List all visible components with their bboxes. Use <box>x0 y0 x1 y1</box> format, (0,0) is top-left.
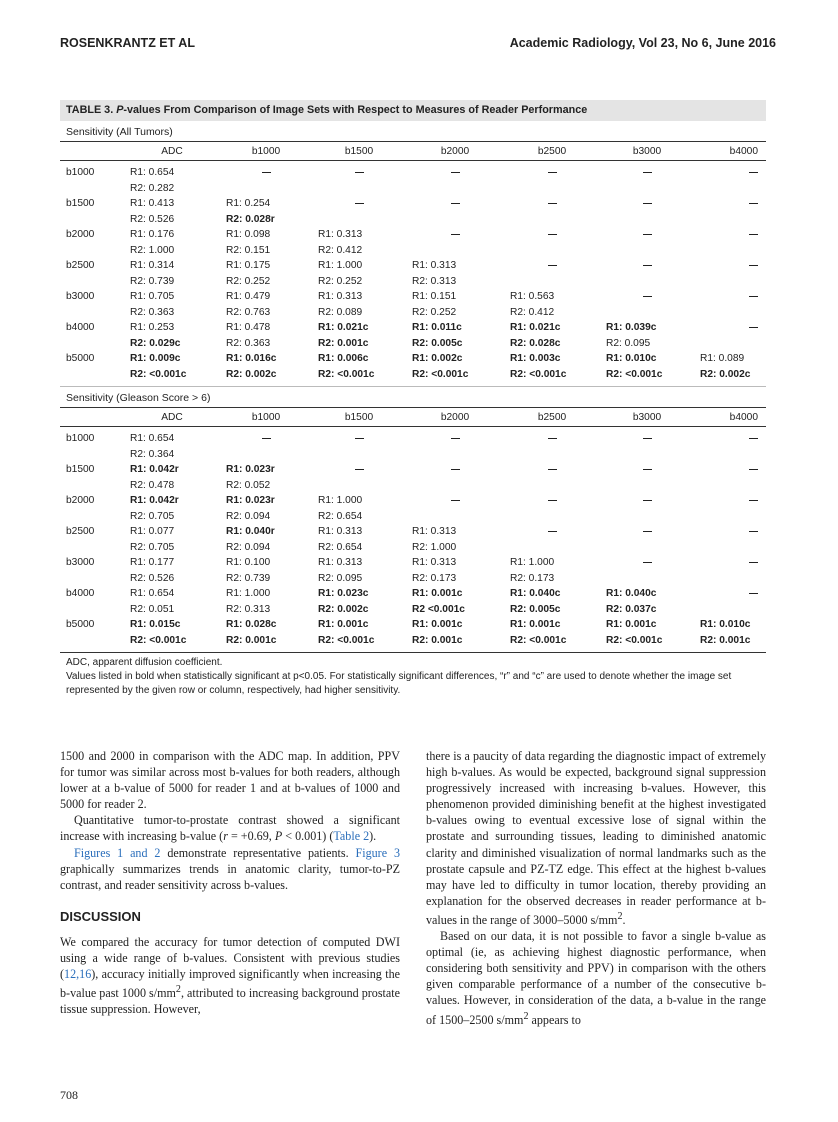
reference-link[interactable]: 12,16 <box>64 967 92 982</box>
dash-mark <box>749 562 758 563</box>
empty-cell <box>600 289 694 305</box>
dash-mark <box>643 203 652 204</box>
dash-mark <box>643 234 652 235</box>
p-value-r1: R1: 1.000 <box>318 260 363 271</box>
empty-cell <box>694 320 766 336</box>
p-value-r2: R2: <0.001c <box>130 368 187 380</box>
p-value-r2: R2: <0.001c <box>130 634 187 646</box>
empty-cell <box>600 165 694 181</box>
column-header: b1500 <box>344 145 374 157</box>
dash-mark <box>643 296 652 297</box>
discussion-heading: DISCUSSION <box>60 908 141 924</box>
table-row-continued <box>60 571 766 587</box>
p-value-r2: R2 <0.001c <box>412 603 465 615</box>
p-value-r2: R2: 0.705 <box>130 510 175 522</box>
paragraph: Figures 1 and 2 demonstrate representative patients. Figure 3 graphically summarizes trends in anatomic clarity, tumor-to-PZ contrast, and reader sensitivity across b-values. <box>60 845 400 892</box>
dash-mark <box>355 469 364 470</box>
p-value-r2: R2: 0.028r <box>226 213 275 225</box>
dash-mark <box>749 531 758 532</box>
p-value-r1: R1: 0.023r <box>226 464 275 475</box>
table-row <box>60 320 766 336</box>
table-row <box>60 289 766 305</box>
empty-cell <box>694 258 766 274</box>
empty-cell <box>406 196 504 212</box>
p-value-r1: R1: 0.654 <box>130 588 175 599</box>
p-value-r2: R2: 1.000 <box>412 541 457 553</box>
table-row-continued <box>60 336 766 352</box>
dash-mark <box>355 438 364 439</box>
column-header: b2500 <box>537 145 567 157</box>
p-value-r2: R2: 0.001c <box>412 634 463 646</box>
row-label: b4000 <box>66 588 95 599</box>
table-row-continued <box>60 243 766 259</box>
column-header: b3000 <box>632 411 662 423</box>
table-row <box>60 617 766 633</box>
paragraph: 1500 and 2000 in comparison with the ADC map. In addition, PPV for tumor was similar across most b-values for both readers, although lower at a b-value of 5000 for reader 1 and at b-values of 1000 and 5000 for reader 2. <box>60 749 400 812</box>
p-value-r2: R2: 0.094 <box>226 510 271 522</box>
p-value-r1: R1: 0.002c <box>412 353 463 364</box>
empty-cell <box>694 555 766 571</box>
p-value-r1: R1: 0.705 <box>130 291 175 302</box>
empty-cell <box>694 524 766 540</box>
p-value-r1: R1: 0.077 <box>130 526 175 537</box>
table-row-continued <box>60 274 766 290</box>
dash-mark <box>643 172 652 173</box>
empty-cell <box>694 586 766 602</box>
table-row <box>60 351 766 367</box>
table-header-row <box>60 408 766 427</box>
p-value-r1: R1: 0.028c <box>226 619 277 630</box>
p-value-r1: R1: 0.001c <box>412 619 463 630</box>
p-value-r2: R2: 0.095 <box>606 337 651 349</box>
column-header: b1000 <box>251 145 281 157</box>
dash-mark <box>355 203 364 204</box>
p-value-r1: R1: 0.313 <box>318 291 363 302</box>
table-3 <box>60 100 766 698</box>
figures-1-2-link[interactable]: Figures 1 and 2 <box>74 845 161 860</box>
p-value-r1: R1: 0.478 <box>226 322 271 333</box>
p-value-r2: R2: 0.029c <box>130 337 181 349</box>
table-row <box>60 524 766 540</box>
p-value-r2: R2: 0.252 <box>412 306 457 318</box>
page-number: 708 <box>60 1088 78 1102</box>
table-2-link[interactable]: Table 2 <box>333 829 370 844</box>
table-row <box>60 462 766 478</box>
empty-cell <box>504 524 600 540</box>
dash-mark <box>749 234 758 235</box>
p-value-r1: R1: 0.413 <box>130 198 175 209</box>
dash-mark <box>548 531 557 532</box>
empty-cell <box>504 227 600 243</box>
empty-cell <box>694 493 766 509</box>
table-row <box>60 258 766 274</box>
table-row <box>60 165 766 181</box>
p-value-r1: R1: 0.313 <box>318 526 363 537</box>
empty-cell <box>504 258 600 274</box>
table-header-row <box>60 142 766 161</box>
table-section-title: Sensitivity (All Tumors) <box>66 126 173 138</box>
p-value-r1: R1: 0.006c <box>318 353 369 364</box>
empty-cell <box>694 289 766 305</box>
table-section <box>60 407 766 652</box>
table-footnote-note: Values listed in bold when statistically significant at p<0.05. For statistically significant differences, “r” and “c” are used to denote whether the image set represented by the given row or column, respectively, had higher sensitivity. <box>66 671 732 696</box>
dash-mark <box>749 203 758 204</box>
p-value-r1: R1: 0.089 <box>700 353 745 364</box>
p-value-r2: R2: 0.001c <box>318 337 369 349</box>
p-value-r1: R1: 0.254 <box>226 198 271 209</box>
p-value-r1: R1: 0.563 <box>510 291 555 302</box>
p-value-r1: R1: 0.040r <box>226 526 275 537</box>
dash-mark <box>548 469 557 470</box>
table-title: TABLE 3. P-values From Comparison of Image Sets with Respect to Measures of Reader Performance <box>60 100 766 121</box>
dash-mark <box>451 500 460 501</box>
table-row <box>60 586 766 602</box>
p-value-r1: R1: 0.313 <box>412 526 457 537</box>
empty-cell <box>600 493 694 509</box>
row-label: b5000 <box>66 619 95 630</box>
table-row <box>60 431 766 447</box>
dash-mark <box>643 500 652 501</box>
table-row-continued <box>60 447 766 463</box>
p-value-r1: R1: 0.098 <box>226 229 271 240</box>
row-label: b2500 <box>66 526 95 537</box>
dash-mark <box>749 172 758 173</box>
p-value-r2: R2: 0.412 <box>510 306 555 318</box>
empty-cell <box>406 493 504 509</box>
dash-mark <box>749 593 758 594</box>
table-row-continued <box>60 212 766 228</box>
empty-cell <box>694 165 766 181</box>
dash-mark <box>355 172 364 173</box>
row-label: b5000 <box>66 353 95 364</box>
p-value-r1: R1: 0.253 <box>130 322 175 333</box>
table-bottom-rule <box>60 652 766 653</box>
dash-mark <box>451 234 460 235</box>
row-label: b3000 <box>66 291 95 302</box>
dash-mark <box>749 265 758 266</box>
empty-cell <box>406 431 504 447</box>
table-row <box>60 555 766 571</box>
paragraph: there is a paucity of data regarding the diagnostic impact of extremely high b-values. As would be expected, background signal suppression progressively increased with increasing b-values. However, this phenomenon provided diminishing benefit at the highest investigated b-values owing to eventual excessive lose of signal within the prostate and surrounding tissues, leading to diminished anatomic clarity and diminished visualization of normal landmarks such as the prostate capsule and PZ-TZ edge. This effect at the highest b-values may have led to difficulty in tumor location, thereby providing an explanation for the observed decreases in reader performance at b-values in the range of 3000–5000 $s/mm^2$. <box>426 749 766 927</box>
figure-3-link[interactable]: Figure 3 <box>355 845 400 860</box>
p-value-r1: R1: 0.313 <box>318 557 363 568</box>
empty-cell <box>600 227 694 243</box>
table-row <box>60 196 766 212</box>
table-footnote-abbrev: ADC, apparent diffusion coefficient. <box>66 657 223 668</box>
p-value-r2: R2: 0.526 <box>130 213 175 225</box>
empty-cell <box>600 258 694 274</box>
p-value-r2: R2: 0.364 <box>130 448 175 460</box>
empty-cell <box>312 431 406 447</box>
dash-mark <box>548 234 557 235</box>
table-section <box>60 141 766 386</box>
p-value-r2: R2: <0.001c <box>606 634 663 646</box>
empty-cell <box>220 431 312 447</box>
column-header: b1000 <box>251 411 281 423</box>
dash-mark <box>643 265 652 266</box>
running-header-journal: Academic Radiology, Vol 23, No 6, June 2016 <box>509 36 776 50</box>
p-value-r2: R2: 0.313 <box>412 275 457 287</box>
p-value-r2: R2: 0.094 <box>226 541 271 553</box>
p-value-r1: R1: 0.001c <box>510 619 561 630</box>
empty-cell <box>220 165 312 181</box>
table-row <box>60 493 766 509</box>
p-value-r1: R1: 0.021c <box>318 322 369 333</box>
table-row <box>60 227 766 243</box>
p-value-r2: R2: 0.313 <box>226 603 271 615</box>
p-value-r1: R1: 1.000 <box>318 495 363 506</box>
p-value-r2: R2: <0.001c <box>510 634 567 646</box>
empty-cell <box>694 196 766 212</box>
paragraph: We compared the accuracy for tumor detection of computed DWI using a wide range of b-values. Consistent with previous studies (12,16), accuracy initially improved significantly when increasing the b-value past 1000 $s/mm^2$, attributed to increasing background prostate tissue suppression. However, <box>60 934 400 1017</box>
row-label: b2000 <box>66 229 95 240</box>
dash-mark <box>451 469 460 470</box>
row-label: b1500 <box>66 464 95 475</box>
dash-mark <box>451 172 460 173</box>
column-header: b4000 <box>729 145 758 157</box>
empty-cell <box>504 431 600 447</box>
p-value-r2: R2: 0.252 <box>318 275 363 287</box>
empty-cell <box>600 431 694 447</box>
p-value-r2: R2: 0.363 <box>226 337 271 349</box>
p-value-r2: R2: 1.000 <box>130 244 175 256</box>
p-value-r1: R1: 1.000 <box>510 557 555 568</box>
table-row-continued <box>60 633 766 649</box>
p-value-r2: R2: 0.739 <box>130 275 175 287</box>
column-header: b1500 <box>344 411 374 423</box>
paragraph: Quantitative tumor-to-prostate contrast showed a significant increase with increasing b-value (r = +0.69, P < 0.001) (Table 2). <box>60 813 400 844</box>
dash-mark <box>262 172 271 173</box>
empty-cell <box>504 165 600 181</box>
p-value-r2: R2: 0.478 <box>130 479 175 491</box>
row-label: b4000 <box>66 322 95 333</box>
running-header-authors: ROSENKRANTZ ET AL <box>60 36 195 50</box>
p-value-r1: R1: 0.176 <box>130 229 175 240</box>
column-header: b4000 <box>729 411 758 423</box>
table-row-continued <box>60 602 766 618</box>
table-row-continued <box>60 509 766 525</box>
p-value-r2: R2: 0.739 <box>226 572 271 584</box>
empty-cell <box>600 196 694 212</box>
empty-cell <box>312 462 406 478</box>
p-value-r2: R2: 0.654 <box>318 510 363 522</box>
p-value-r1: R1: 0.314 <box>130 260 175 271</box>
p-value-r1: R1: 0.313 <box>412 557 457 568</box>
p-value-r2: R2: <0.001c <box>412 368 469 380</box>
p-value-r1: R1: 0.009c <box>130 353 181 364</box>
empty-cell <box>504 462 600 478</box>
p-value-r2: R2: 0.089 <box>318 306 363 318</box>
empty-cell <box>504 493 600 509</box>
row-label: b2500 <box>66 260 95 271</box>
p-value-r1: R1: 0.100 <box>226 557 271 568</box>
column-header: b3000 <box>632 145 662 157</box>
p-value-r2: R2: 0.001c <box>226 634 277 646</box>
empty-cell <box>406 165 504 181</box>
header-blank <box>60 142 124 161</box>
p-value-r1: R1: 0.040c <box>510 588 561 599</box>
p-value-r2: R2: <0.001c <box>318 634 375 646</box>
p-value-r1: R1: 0.001c <box>318 619 369 630</box>
dash-mark <box>643 438 652 439</box>
table-section-title: Sensitivity (Gleason Score > 6) <box>60 386 766 407</box>
column-header: ADC <box>161 411 183 423</box>
empty-cell <box>600 524 694 540</box>
p-value-r1: R1: 0.040c <box>606 588 657 599</box>
row-label: b1000 <box>66 167 95 178</box>
p-value-r2: R2: 0.095 <box>318 572 363 584</box>
column-header: b2000 <box>440 411 470 423</box>
p-value-r1: R1: 0.016c <box>226 353 277 364</box>
p-value-r2: R2: <0.001c <box>606 368 663 380</box>
dash-mark <box>749 296 758 297</box>
p-value-r2: R2: 0.526 <box>130 572 175 584</box>
empty-cell <box>600 462 694 478</box>
p-value-r2: R2: 0.705 <box>130 541 175 553</box>
empty-cell <box>694 462 766 478</box>
empty-cell <box>312 165 406 181</box>
p-value-r2: R2: 0.252 <box>226 275 271 287</box>
table-body <box>60 121 766 653</box>
p-value-r1: R1: 0.003c <box>510 353 561 364</box>
dash-mark <box>451 438 460 439</box>
p-value-r1: R1: 0.175 <box>226 260 271 271</box>
p-value-r2: R2: 0.028c <box>510 337 561 349</box>
p-value-r2: R2: 0.052 <box>226 479 271 491</box>
p-value-r1: R1: 0.001c <box>412 588 463 599</box>
p-value-r1: R1: 0.042r <box>130 495 179 506</box>
dash-mark <box>262 438 271 439</box>
dash-mark <box>749 469 758 470</box>
empty-cell <box>504 196 600 212</box>
p-value-r2: R2: 0.412 <box>318 244 363 256</box>
dash-mark <box>749 438 758 439</box>
right-text-column <box>426 748 766 1028</box>
p-value-r1: R1: 0.654 <box>130 167 175 178</box>
dash-mark <box>451 203 460 204</box>
row-label: b2000 <box>66 495 95 506</box>
p-value-r2: R2: 0.173 <box>510 572 555 584</box>
p-value-r1: R1: 0.011c <box>412 322 462 333</box>
column-header: b2500 <box>537 411 567 423</box>
p-value-r2: R2: 0.151 <box>226 244 271 256</box>
p-value-r2: R2: 0.005c <box>510 603 561 615</box>
dash-mark <box>548 438 557 439</box>
p-value-r2: R2: <0.001c <box>318 368 375 380</box>
p-value-r1: R1: 0.042r <box>130 464 179 475</box>
column-header: b2000 <box>440 145 470 157</box>
empty-cell <box>694 431 766 447</box>
p-value-r2: R2: 0.051 <box>130 603 175 615</box>
p-value-r1: R1: 0.177 <box>130 557 175 568</box>
column-header: ADC <box>161 145 183 157</box>
dash-mark <box>548 265 557 266</box>
table-row-continued <box>60 540 766 556</box>
dash-mark <box>749 500 758 501</box>
p-value-r1: R1: 0.313 <box>412 260 457 271</box>
p-value-r2: R2: 0.002c <box>700 368 751 380</box>
empty-cell <box>312 196 406 212</box>
dash-mark <box>643 531 652 532</box>
dash-mark <box>749 327 758 328</box>
empty-cell <box>406 462 504 478</box>
paragraph: Based on our data, it is not possible to favor a single b-value as optimal (ie, as achieving highest diagnostic performance, when considering both sensitivity and PPV) in comparison with the others given comparable performance of a number of the consecutive b-values. However, in consideration of the data, a b-value in the range of 1500–2500 $s/mm^2$ appears to <box>426 929 766 1027</box>
p-value-r2: R2: 0.282 <box>130 182 175 194</box>
p-value-r2: R2: 0.173 <box>412 572 457 584</box>
row-label: b1500 <box>66 198 95 209</box>
p-value-r2: R2: 0.763 <box>226 306 271 318</box>
p-value-r1: R1: 0.313 <box>318 229 363 240</box>
row-label: b3000 <box>66 557 95 568</box>
p-value-r1: R1: 0.654 <box>130 433 175 444</box>
empty-cell <box>600 555 694 571</box>
p-value-r1: R1: 0.023c <box>318 588 369 599</box>
table-row-continued <box>60 181 766 197</box>
dash-mark <box>643 469 652 470</box>
left-text-column <box>60 748 400 1017</box>
p-value-r2: R2: 0.002c <box>318 603 369 615</box>
empty-cell <box>406 227 504 243</box>
dash-mark <box>548 203 557 204</box>
dash-mark <box>548 172 557 173</box>
p-value-r1: R1: 0.151 <box>412 291 457 302</box>
table-row-continued <box>60 478 766 494</box>
p-value-r2: R2: 0.037c <box>606 603 657 615</box>
dash-mark <box>548 500 557 501</box>
p-value-r2: R2: 0.654 <box>318 541 363 553</box>
header-blank <box>60 408 124 427</box>
empty-cell <box>694 227 766 243</box>
p-value-r2: R2: 0.001c <box>700 634 751 646</box>
p-value-r1: R1: 0.001c <box>606 619 657 630</box>
p-value-r1: R1: 0.021c <box>510 322 561 333</box>
row-label: b1000 <box>66 433 95 444</box>
p-value-r1: R1: 1.000 <box>226 588 271 599</box>
p-value-r1: R1: 0.023r <box>226 495 275 506</box>
p-value-r1: R1: 0.010c <box>700 619 751 630</box>
p-value-r1: R1: 0.479 <box>226 291 271 302</box>
p-value-r1: R1: 0.010c <box>606 353 657 364</box>
p-value-r2: R2: 0.363 <box>130 306 175 318</box>
p-value-r2: R2: <0.001c <box>510 368 567 380</box>
table-row-continued <box>60 367 766 383</box>
p-value-r1: R1: 0.039c <box>606 322 657 333</box>
dash-mark <box>643 562 652 563</box>
p-value-r2: R2: 0.005c <box>412 337 463 349</box>
table-row-continued <box>60 305 766 321</box>
p-value-r2: R2: 0.002c <box>226 368 277 380</box>
p-value-r1: R1: 0.015c <box>130 619 181 630</box>
